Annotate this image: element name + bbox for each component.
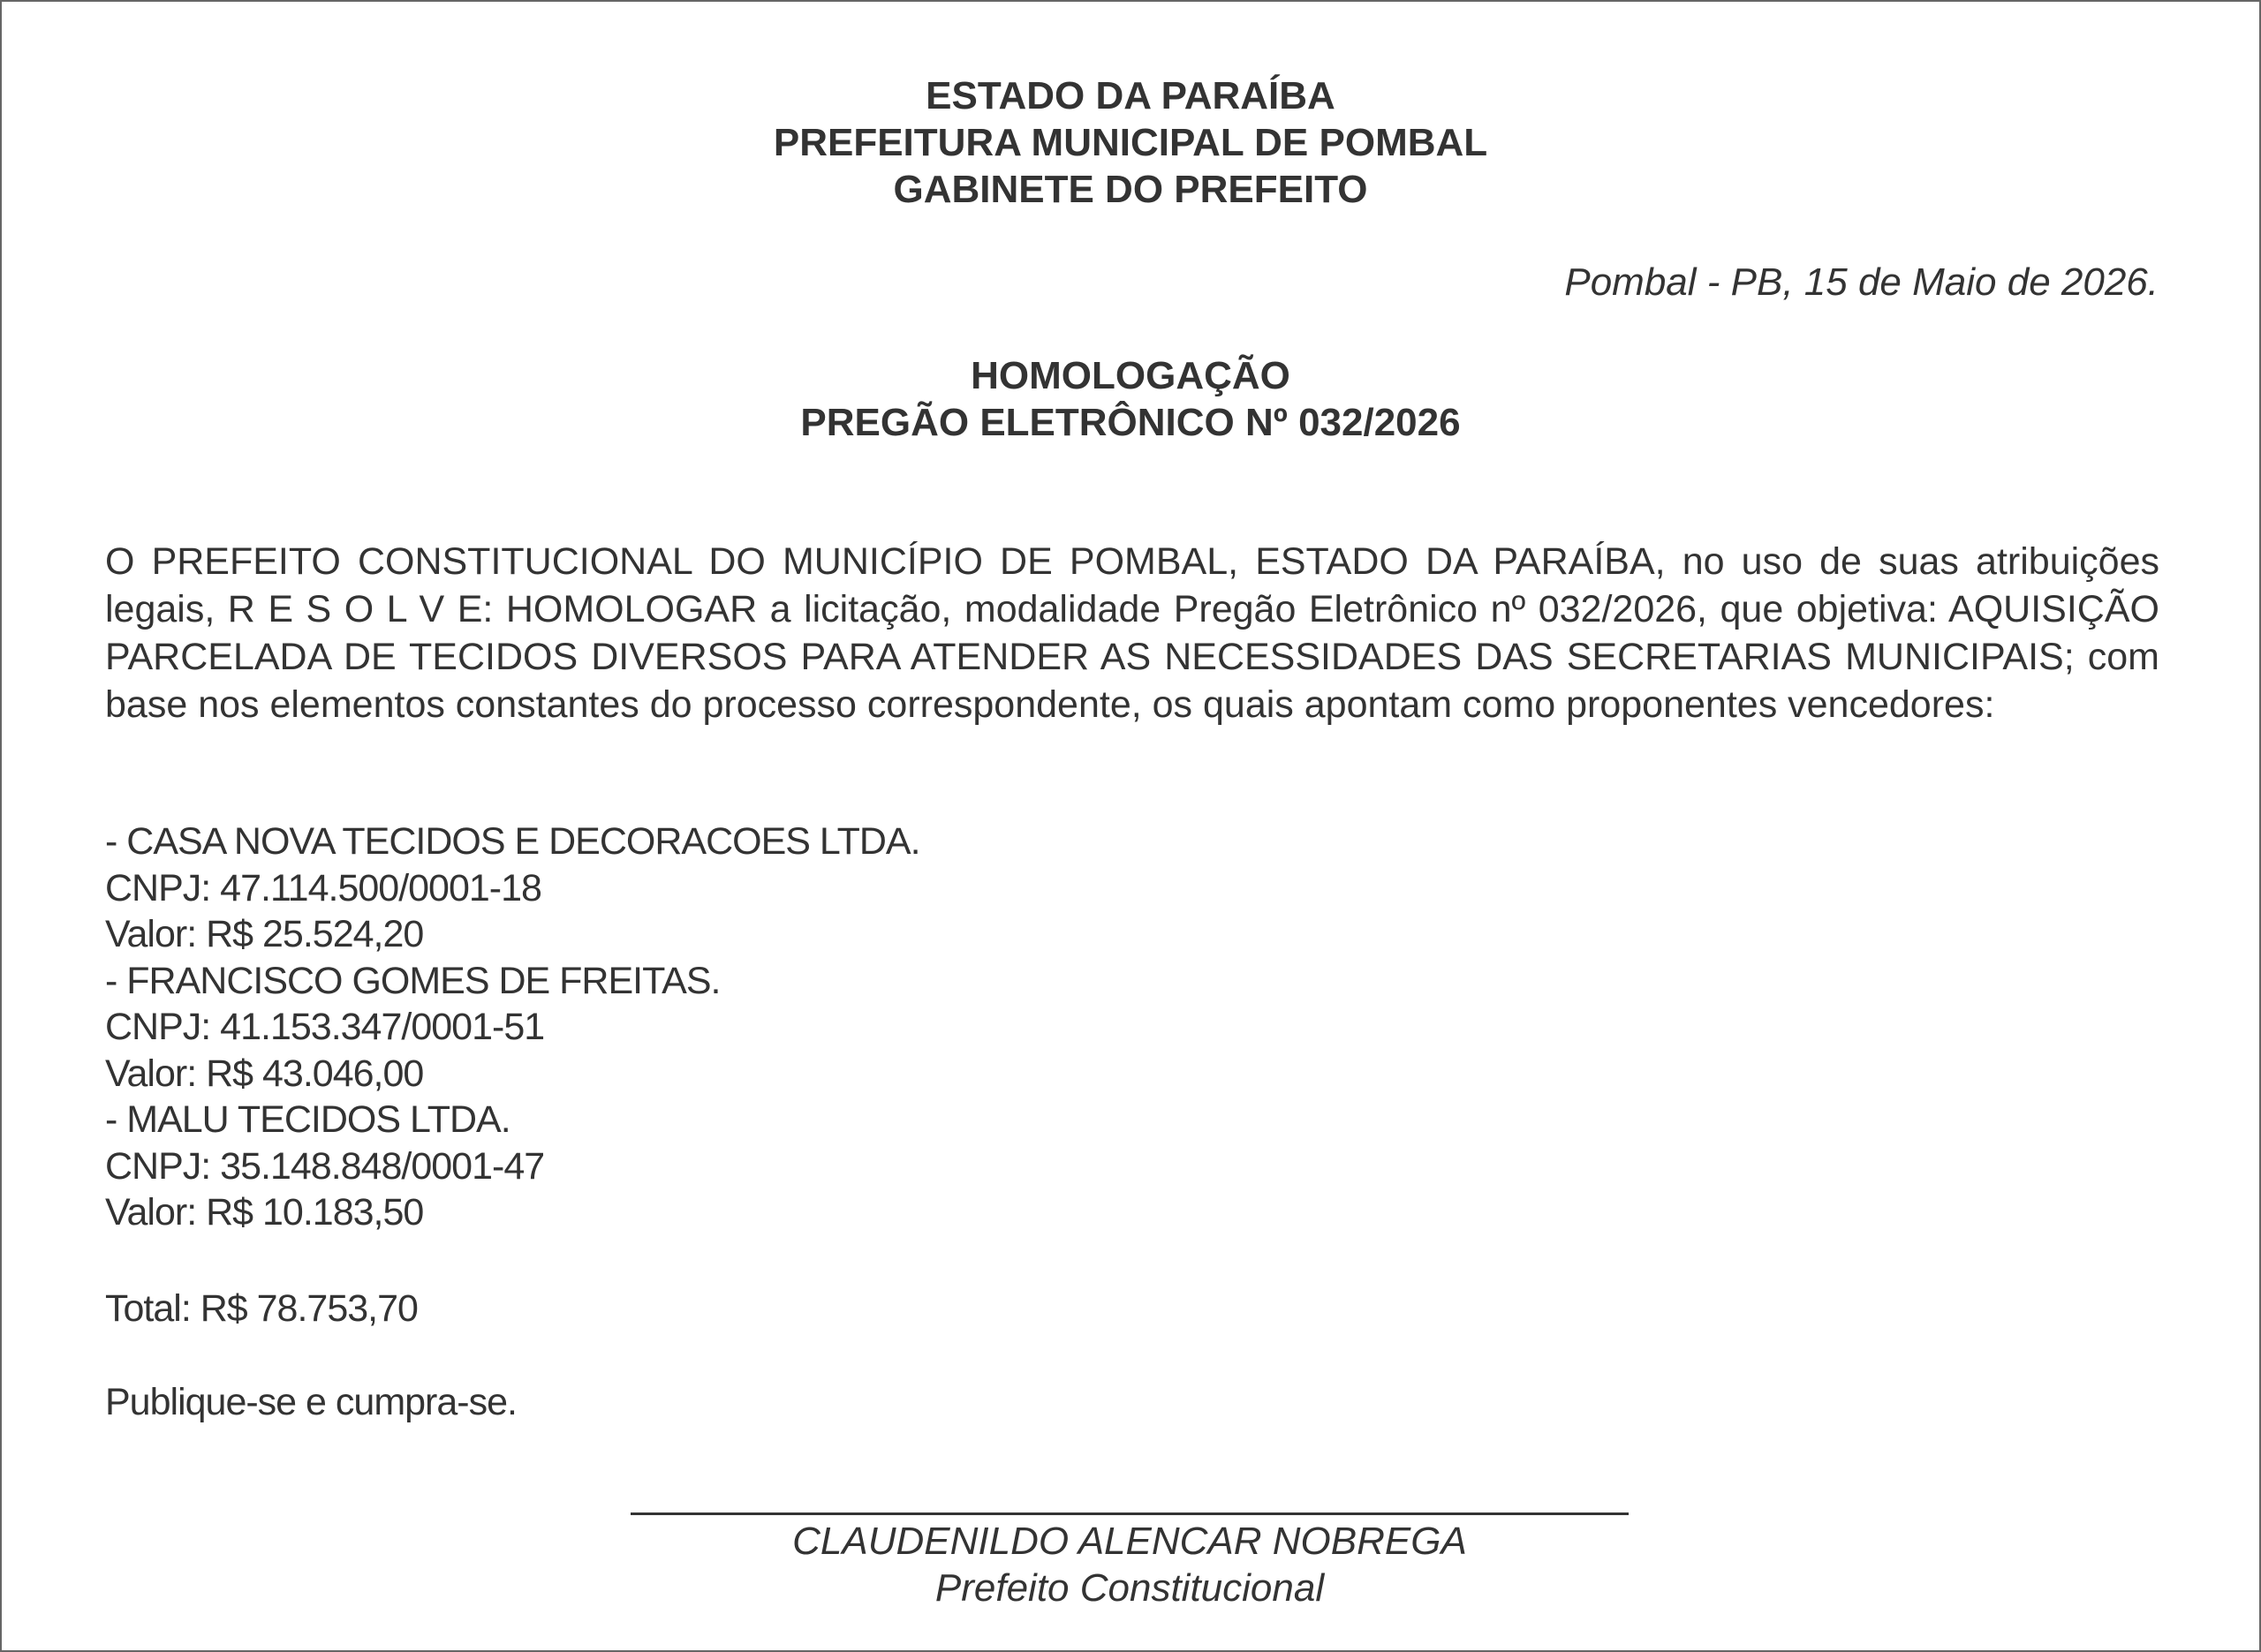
date-line: Pombal - PB, 15 de Maio de 2026. (1564, 260, 2159, 304)
header-office: GABINETE DO PREFEITO (893, 168, 1368, 211)
winner-cnpj: CNPJ: 41.153.347/0001-51 (105, 1006, 545, 1048)
winner-cnpj: CNPJ: 35.148.848/0001-47 (105, 1144, 545, 1188)
winner-name: - MALU TECIDOS LTDA. (105, 1098, 510, 1141)
header-state: ESTADO DA PARAÍBA (926, 74, 1335, 117)
winner-name: - CASA NOVA TECIDOS E DECORACOES LTDA. (105, 820, 920, 863)
winner-value: Valor: R$ 43.046,00 (105, 1052, 424, 1095)
signature-block (631, 1518, 1629, 1611)
act-title: HOMOLOGAÇÃO (971, 354, 1290, 397)
winner-entry (105, 1097, 920, 1236)
winner-entry (105, 818, 920, 958)
total-amount: Total: R$ 78.753,70 (105, 1287, 418, 1330)
body-paragraph: O PREFEITO CONSTITUCIONAL DO MUNICÍPIO DE POMBAL, ESTADO DA PARAÍBA, no uso de suas atribuições legais, R E S O L V E: HOMOLOGAR a licitação, modalidade Pregão Eletrônico nº 032/2026, que objetiva: AQUISIÇÃO PARCELADA DE TECIDOS DIVERSOS PARA ATENDER AS NECESSIDADES DAS SECRETARIAS MUNICIPAIS; com base nos elementos constantes do processo correspondente, os quais apontam como proponentes vencedores: (105, 540, 2159, 726)
winner-cnpj: CNPJ: 47.114.500/0001-18 (105, 866, 541, 909)
act-title-block (2, 352, 2259, 446)
signature-line (631, 1512, 1629, 1515)
winner-entry (105, 958, 920, 1098)
signatory-name: CLAUDENILDO ALENCAR NOBREGA (792, 1520, 1467, 1563)
closing-statement: Publique-se e cumpra-se. (105, 1381, 517, 1423)
act-subtitle: PREGÃO ELETRÔNICO Nº 032/2026 (800, 401, 1461, 444)
winner-name: - FRANCISCO GOMES DE FREITAS. (105, 959, 721, 1002)
winner-value: Valor: R$ 25.524,20 (105, 913, 424, 955)
signatory-role: Prefeito Constitucional (934, 1566, 1325, 1610)
winner-value: Valor: R$ 10.183,50 (105, 1191, 424, 1233)
header-prefecture: PREFEITURA MUNICIPAL DE POMBAL (773, 121, 1488, 164)
winners-list (105, 818, 920, 1236)
document-header (2, 72, 2259, 213)
